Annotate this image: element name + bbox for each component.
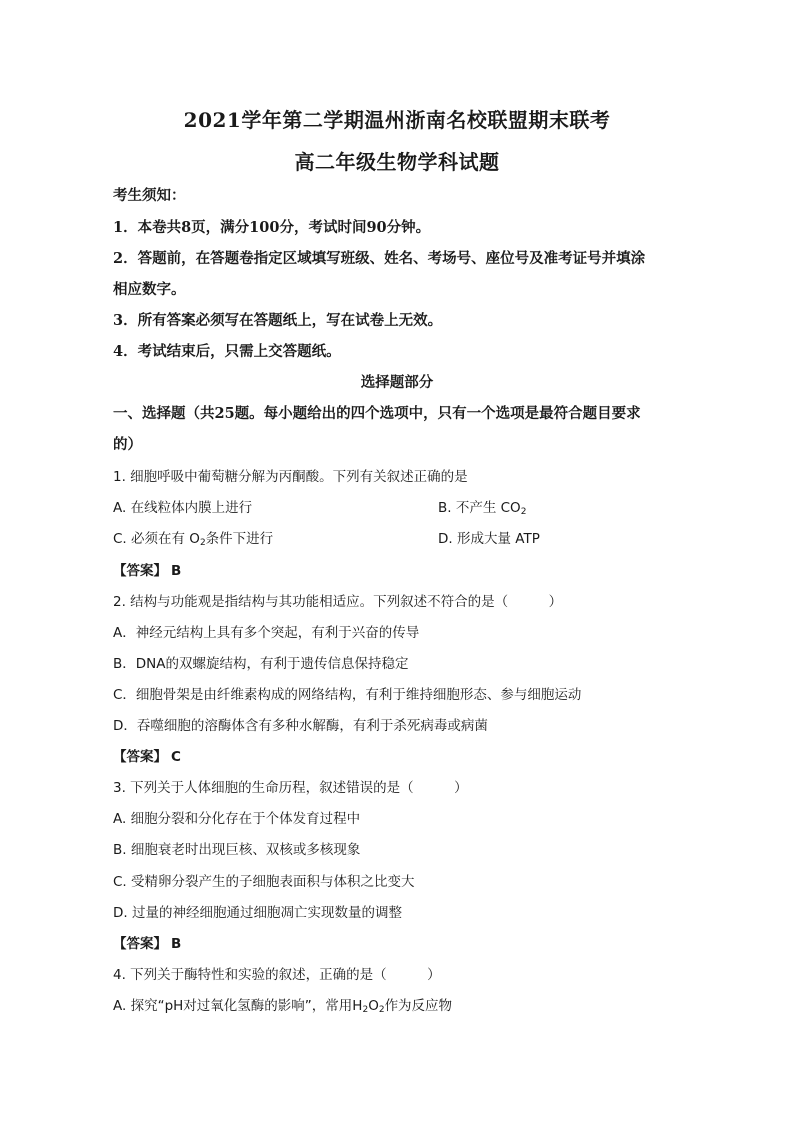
- notice-heading: 考生须知：: [113, 187, 186, 204]
- question-1-stem: 1. 细胞呼吸中葡萄糖分解为丙酮酸。下列有关叙述正确的是: [113, 469, 468, 485]
- question-1-option-a: A. 在线粒体内膜上进行: [113, 500, 253, 516]
- question-1-answer: 【答案】 B: [113, 563, 182, 579]
- question-3-option-b: B. 细胞衰老时出现巨核、双核或多核现象: [113, 842, 361, 858]
- question-1-option-c: C. 必须在有 $O_2$条件下进行: [113, 531, 274, 548]
- question-2-stem: 2. 结构与功能观是指结构与其功能相适应。下列叙述不符合的是（ ）: [113, 594, 563, 610]
- question-3-option-d: D. 过量的神经细胞通过细胞凋亡实现数量的调整: [113, 905, 402, 921]
- question-2-option-c: C．细胞骨架是由纤维素构成的网络结构，有利于维持细胞形态、参与细胞运动: [113, 687, 582, 703]
- notice-item-3: 3．所有答案必须写在答题纸上，写在试卷上无效。: [113, 312, 443, 329]
- notice-item-2-cont: 相应数字。: [113, 281, 186, 298]
- exam-title: 2021学年第二学期温州浙南名校联盟期末联考: [183, 108, 611, 132]
- question-3-answer: 【答案】 B: [113, 936, 182, 952]
- question-2-option-a: A．神经元结构上具有多个突起，有利于兴奋的传导: [113, 625, 420, 641]
- section-heading-cont: 的）: [113, 436, 142, 453]
- section-heading: 一、选择题（共25题。每小题给出的四个选项中，只有一个选项是最符合题目要求: [113, 405, 641, 422]
- question-3-option-a: A. 细胞分裂和分化存在于个体发育过程中: [113, 811, 361, 827]
- question-1-option-d: D. 形成大量 ATP: [438, 531, 540, 547]
- question-2-option-b: B．DNA的双螺旋结构，有利于遗传信息保持稳定: [113, 656, 409, 672]
- notice-item-2: 2．答题前，在答题卷指定区域填写班级、姓名、考场号、座位号及准考证号并填涂: [113, 250, 646, 267]
- question-3-stem: 3. 下列关于人体细胞的生命历程，叙述错误的是（ ）: [113, 780, 468, 796]
- question-3-option-c: C. 受精卵分裂产生的子细胞表面积与体积之比变大: [113, 874, 415, 890]
- notice-item-1: 1．本卷共8页，满分100分，考试时间90分钟。: [113, 219, 431, 236]
- question-1-option-b: B. 不产生 $CO_2$: [438, 500, 527, 517]
- question-2-answer: 【答案】 C: [113, 749, 181, 765]
- notice-item-4: 4．考试结束后，只需上交答题纸。: [113, 343, 341, 360]
- exam-subtitle: 高二年级生物学科试题: [294, 150, 500, 174]
- question-2-option-d: D．吞噬细胞的溶酶体含有多种水解酶，有利于杀死病毒或病菌: [113, 718, 488, 734]
- section-title: 选择题部分: [360, 374, 434, 391]
- question-4-stem: 4. 下列关于酶特性和实验的叙述，正确的是（ ）: [113, 967, 441, 983]
- question-4-option-a: A. 探究“pH对过氧化氢酶的影响”，常用$H_2O_2$作为反应物: [113, 998, 453, 1015]
